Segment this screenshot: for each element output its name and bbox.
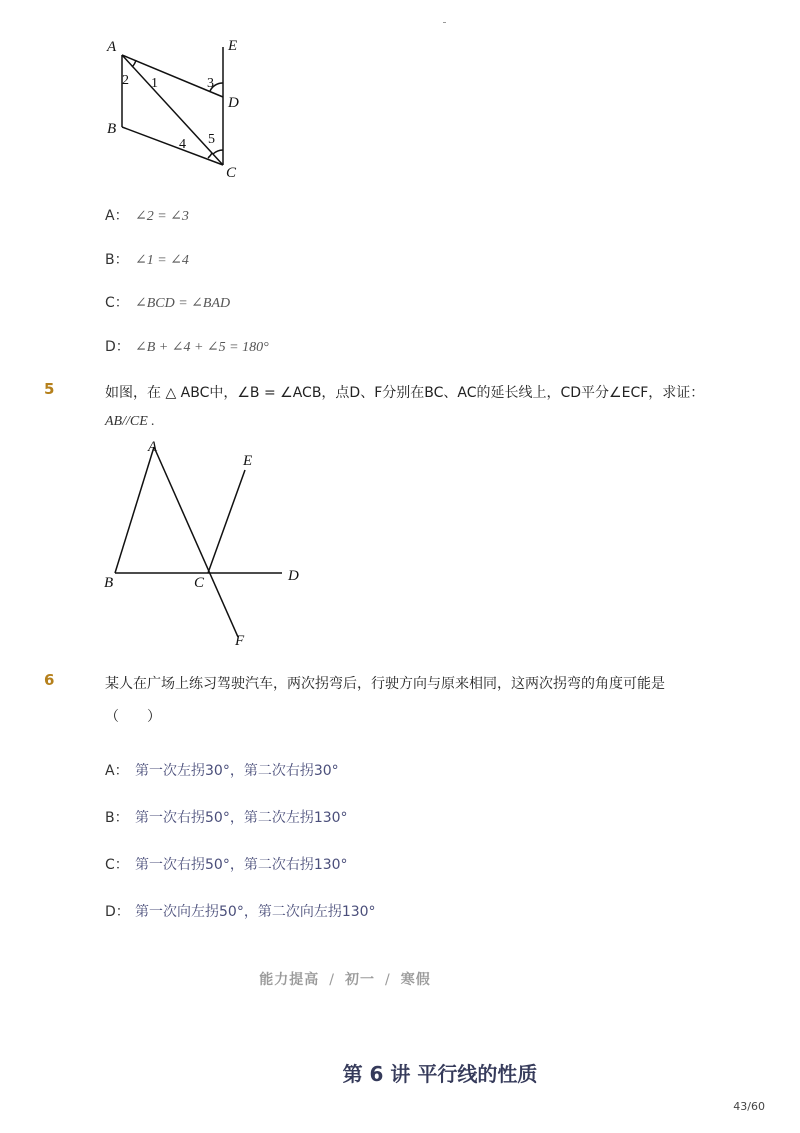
angle-label-4: 4 [179,137,186,152]
option-text: ∠1 = ∠4 [135,253,189,268]
label-E: E [243,453,253,469]
option-label: A： [105,208,129,224]
option-label: C： [105,857,129,873]
option-label: B： [105,810,129,826]
option-text: ∠B + ∠4 + ∠5 = 180° [135,340,269,355]
label-F: F [235,633,245,649]
option-label: D： [105,339,130,355]
option-text: ∠2 = ∠3 [135,209,189,224]
label-C: C [194,575,205,591]
line-CE [208,470,245,573]
line-AC [122,55,223,165]
option-text: 第一次向左拐50°，第二次向左拐130° [135,904,376,920]
option-label: D： [105,904,130,920]
label-A: A [107,39,117,55]
top-mark [443,22,446,23]
question-number-5: 5 [44,380,55,398]
label-B: B [104,575,114,591]
footer-part-3: 寒假 [400,972,431,988]
label-C: C [226,165,237,181]
q5-text-line1: 如图，在 △ ABC中，∠B = ∠ACB，点D、F分别在BC、AC的延长线上，CD平分∠ECF，求证： [105,385,705,401]
option-label: C： [105,295,129,311]
label-E: E [228,38,238,54]
arc-angle-1 [132,60,136,67]
footer-separator: / [329,972,335,988]
option-text: 第一次右拐50°，第二次左拐130° [135,810,348,826]
angle-label-3: 3 [207,76,214,91]
q4-option-b[interactable] [105,249,189,269]
footer-part-1: 能力提高 [259,972,320,988]
line-AB [115,447,154,573]
label-D: D [288,568,299,584]
q6-option-b[interactable] [105,807,348,827]
line-AF [154,447,238,637]
label-A: A [148,439,158,455]
chapter-title: 第 6 讲 平行线的性质 [342,1062,538,1086]
q6-text-line2: （ ） [105,709,161,725]
angle-label-5: 5 [208,132,215,147]
q6-option-c[interactable] [105,854,348,874]
option-label: B： [105,252,129,268]
page-footer [0,969,690,989]
angle-label-2: 2 [122,73,129,88]
q4-option-d[interactable] [105,336,269,356]
footer-separator: / [385,972,391,988]
option-text: 第一次左拐30°，第二次右拐30° [135,763,339,779]
q4-figure [100,32,260,187]
label-D: D [228,95,239,111]
footer-part-2: 初一 [345,972,375,988]
q6-text-line1: 某人在广场上练习驾驶汽车，两次拐弯后，行驶方向与原来相同，这两次拐弯的角度可能是 [105,676,665,692]
page-number: 43/60 [733,1100,765,1113]
q4-option-c[interactable] [105,292,230,312]
angle-label-1: 1 [151,76,158,91]
option-text: 第一次右拐50°，第二次右拐130° [135,857,348,873]
option-text: ∠BCD = ∠BAD [135,296,231,311]
option-label: A： [105,763,129,779]
q4-option-a[interactable] [105,205,189,225]
q5-text-line2: AB//CE . [105,414,155,429]
q6-option-d[interactable] [105,901,376,921]
label-B: B [107,121,117,137]
arc-angle-5 [213,150,223,154]
q5-figure [100,435,310,650]
q6-option-a[interactable] [105,760,339,780]
question-number-6: 6 [44,671,55,689]
arc-angle-4 [208,153,212,158]
